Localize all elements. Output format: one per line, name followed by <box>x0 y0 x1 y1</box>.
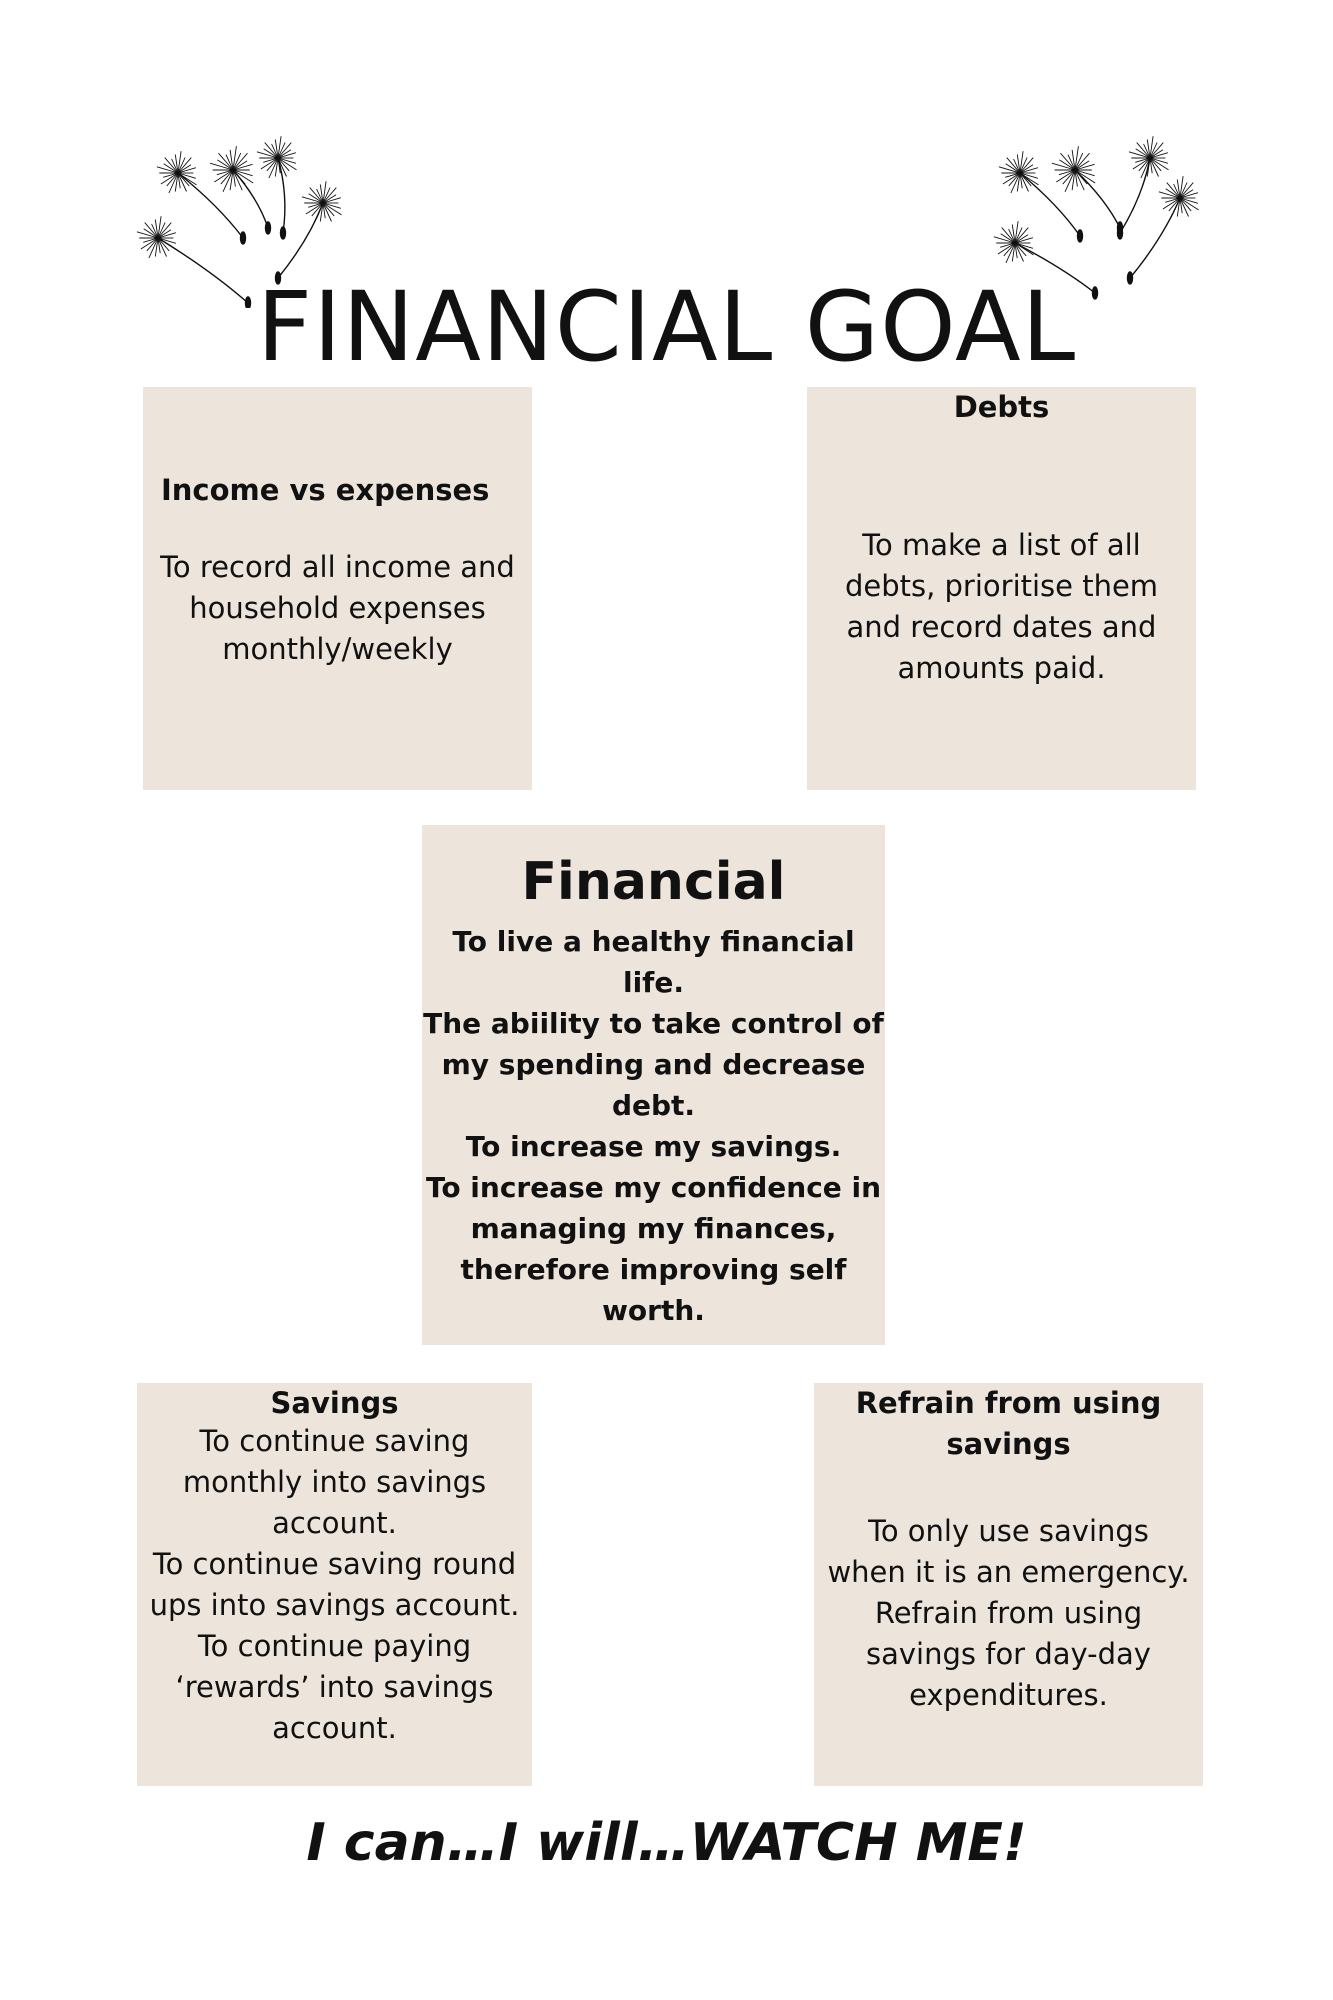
income-vs-expenses-card <box>143 387 532 790</box>
text-line: savings for day-day <box>866 1637 1151 1671</box>
text-line: when it is an emergency. <box>827 1555 1190 1589</box>
text-line: account. <box>272 1506 397 1540</box>
text-line: monthly into savings <box>182 1465 487 1499</box>
text-line: To continue saving round <box>152 1547 517 1581</box>
text-line: Refrain from using <box>874 1596 1143 1630</box>
refrain-from-using-savings-card <box>814 1383 1203 1786</box>
financial-heading: Financial <box>521 852 786 912</box>
text-line: ‘rewards’ into savings <box>175 1670 494 1704</box>
text-line: To make a list of all <box>862 528 1141 562</box>
text-line: and record dates and <box>846 610 1157 644</box>
text-line: debts, prioritise them <box>844 569 1159 603</box>
text-line: To increase my savings. <box>465 1130 842 1163</box>
title-line: Refrain from using <box>855 1386 1162 1420</box>
text-line: ups into savings account. <box>149 1588 520 1622</box>
text-line: The abiility to take control of <box>423 1007 884 1040</box>
text-line: To continue saving <box>199 1424 470 1458</box>
refrain-card-text <box>814 1511 1203 1716</box>
text-line: household expenses <box>189 591 486 625</box>
financial-main-goal-card <box>422 825 885 1345</box>
page-title: FINANCIAL GOAL <box>256 271 1077 383</box>
text-line: To only use savings <box>868 1514 1149 1548</box>
text-line: debt. <box>611 1089 696 1122</box>
income-card-title: Income vs expenses <box>161 473 490 507</box>
text-line: amounts paid. <box>897 651 1106 685</box>
text-line: To increase my confidence in <box>425 1171 882 1204</box>
text-line: therefore improving self <box>460 1253 847 1286</box>
text-line: To record all income and <box>160 550 515 584</box>
text-line: worth. <box>602 1294 705 1327</box>
savings-card <box>137 1383 532 1786</box>
text-line: To continue paying <box>197 1629 472 1663</box>
title-line: savings <box>946 1427 1071 1461</box>
savings-card-text <box>137 1421 532 1749</box>
text-line: account. <box>272 1711 397 1745</box>
text-line: my spending and decrease <box>441 1048 866 1081</box>
text-line: expenditures. <box>909 1678 1108 1712</box>
debts-card-text <box>807 525 1196 689</box>
savings-card-title: Savings <box>270 1386 399 1420</box>
debts-card <box>807 387 1196 790</box>
text-line: monthly/weekly <box>222 632 453 666</box>
refrain-card-title <box>814 1383 1203 1465</box>
motto-text: I can…I will…WATCH ME! <box>306 1813 1027 1873</box>
income-card-text <box>143 547 532 670</box>
text-line: managing my finances, <box>470 1212 837 1245</box>
debts-card-title: Debts <box>953 390 1050 424</box>
financial-goal-text <box>422 921 885 1331</box>
text-line: To live a healthy financial life. <box>452 925 855 999</box>
